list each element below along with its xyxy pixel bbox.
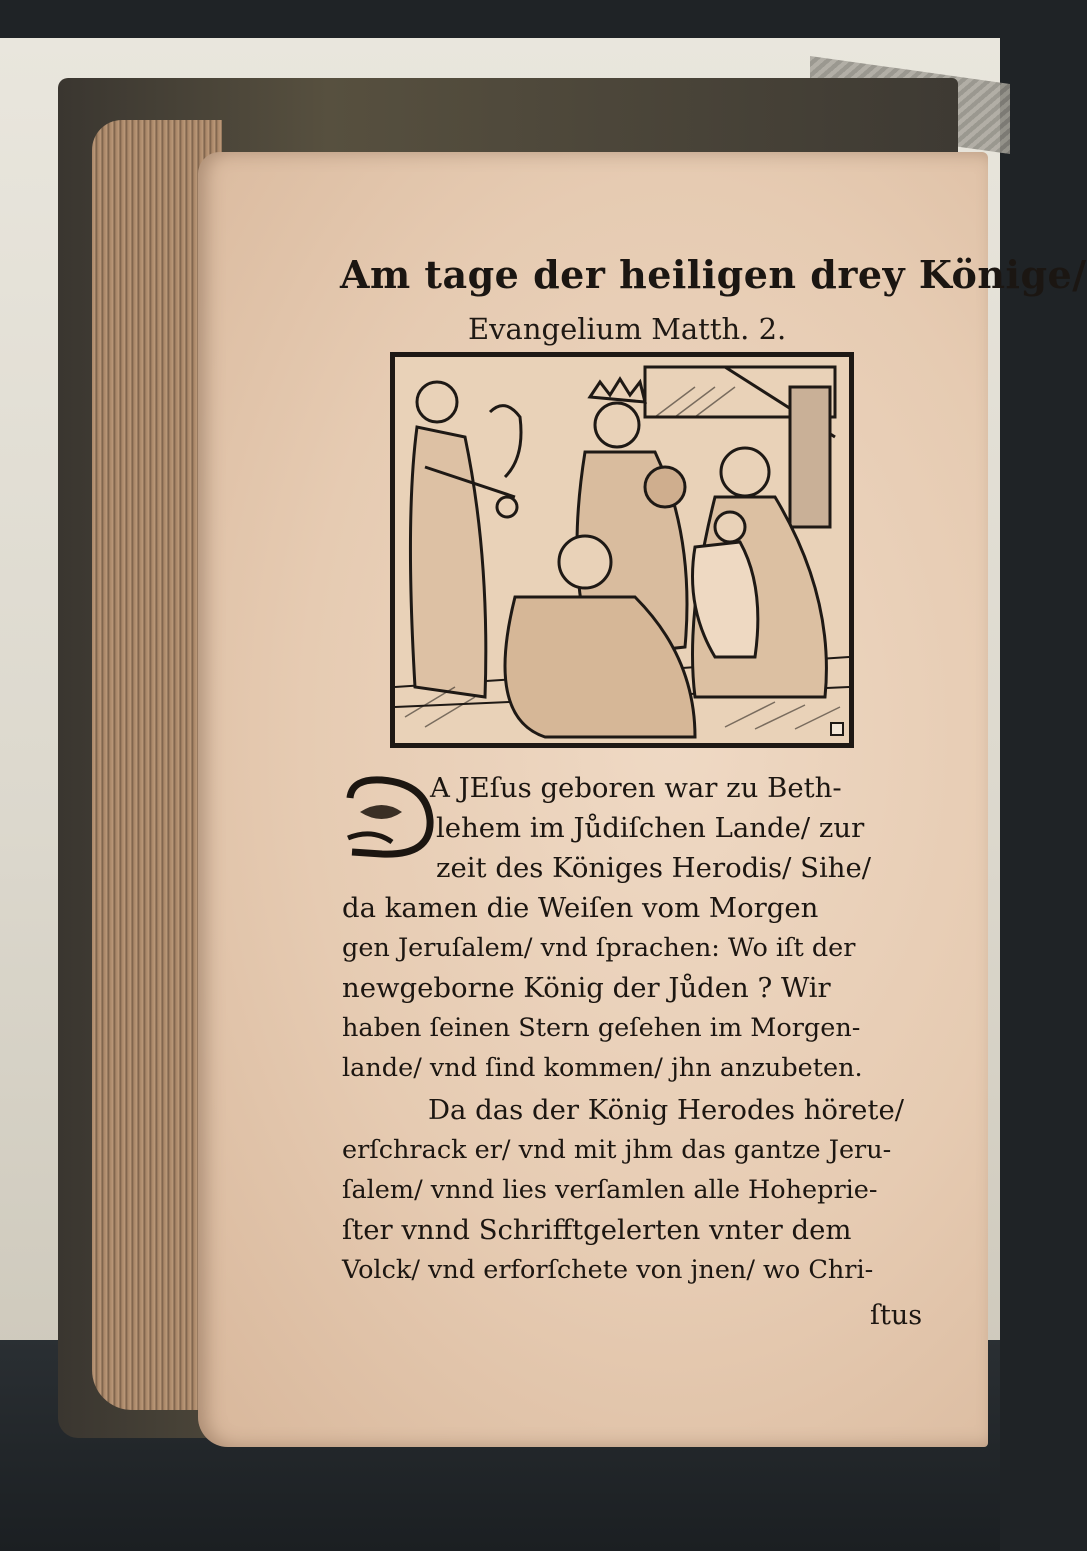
- page-subtitle: Evangelium Matth. 2.: [468, 312, 787, 346]
- text-line-9: Da das der König Herodes hörete/: [428, 1094, 904, 1126]
- text-line-6: newgeborne König der Jůden ? Wir: [342, 972, 831, 1004]
- text-line-11: ſalem/ vnnd lies verſamlen alle Hoheprie-: [342, 1175, 878, 1205]
- text-line-10: erſchrack er/ vnd mit jhm das gantze Jeru-: [342, 1135, 892, 1165]
- text-line-3: zeit des Königes Herodis/ Sihe/: [436, 852, 872, 884]
- text-line-5: gen Jeruſalem/ vnd ſprachen: Wo iſt der: [342, 933, 856, 963]
- text-line-2: lehem im Jůdiſchen Lande/ zur: [436, 812, 865, 844]
- text-line-12: ſter vnnd Schrifftgelerten vnter dem: [342, 1214, 852, 1246]
- adoration-of-the-magi-woodcut-icon: [390, 352, 854, 748]
- page-title: Am tage der heiligen drey Könige/: [340, 252, 1087, 297]
- text-line-7: haben ſeinen Stern geſehen im Morgen-: [342, 1013, 861, 1043]
- text-line-4: da kamen die Weiſen vom Morgen: [342, 892, 819, 924]
- text-line-8: lande/ vnd ſind kommen/ jhn anzubeten.: [342, 1053, 863, 1083]
- decorated-initial-D-icon: [342, 768, 438, 864]
- text-line-1: A JEſus geboren war zu Beth-: [430, 772, 842, 804]
- catchword: ſtus: [870, 1300, 923, 1331]
- text-line-13: Volck/ vnd erforſchete von jnen/ wo Chri-: [342, 1255, 874, 1285]
